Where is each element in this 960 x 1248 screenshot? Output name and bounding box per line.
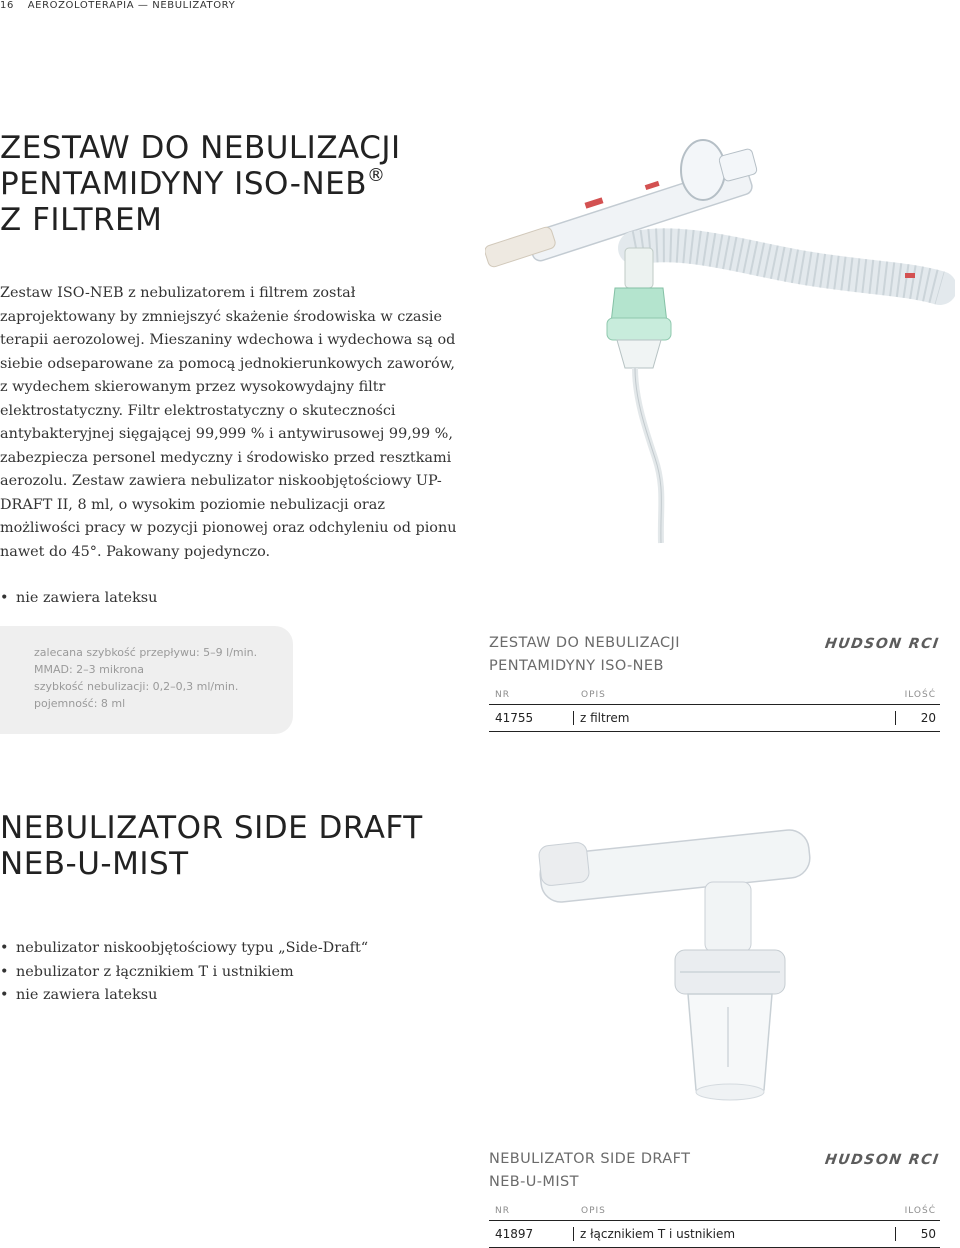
spec-flow: zalecana szybkość przepływu: 5–9 l/min. (34, 646, 258, 659)
product1-title-line1: ZESTAW DO NEBULIZACJI (0, 130, 401, 166)
spec-capacity: pojemność: 8 ml (34, 697, 126, 710)
hudson-rci-logo: HUDSON RCI (824, 1152, 942, 1168)
product1-table (489, 632, 940, 732)
bullet-item: • nie zawiera lateksu (0, 587, 157, 611)
product1-title-line2: PENTAMIDYNY ISO-NEB® (0, 165, 386, 202)
cell-nr: 41755 (495, 711, 574, 725)
col-opis: OPIS (581, 690, 606, 700)
bullet-item: • nebulizator z łącznikiem T i ustnikiem (0, 961, 368, 985)
col-ilosc: ILOŚĆ (904, 1206, 936, 1216)
bullet-item: • nebulizator niskoobjętościowy typu „Side-Draft“ (0, 937, 368, 961)
product1-title-line3: Z FILTREM (0, 202, 163, 238)
product2-table (489, 1148, 940, 1248)
page-header (0, 0, 235, 11)
product2-title-line1: NEBULIZATOR SIDE DRAFT (0, 810, 423, 846)
product1-description: Zestaw ISO-NEB z nebulizatorem i filtrem został zaprojektowany by zmniejszyć skażenie środowiska w czasie terapii aerozolowej. Mieszaniny wdechowa i wydechowa są od siebie odseparowane za pomocą jednokierunkowych zaworów, z wydechem skierowanym przez wysokowydajny filtr elektrostatyczny. Filtr elektrostatyczny o skuteczności antybakteryjnej sięgającej 99,999 % i antywirusowej 99,99 %, zabezpiecza personel medyczny i środowisko przed resztkami aerozolu. Zestaw zawiera nebulizator niskoobjętościowy UP-DRAFT II, 8 ml, o wysokim poziomie nebulizacji oraz możliwości pracy w pozycji pionowej oraz odchyleniu od pionu nawet do 45°. Pakowany pojedynczo. (0, 285, 457, 560)
product2-table-title: NEBULIZATOR SIDE DRAFT NEB-U-MIST (489, 1151, 691, 1190)
cell-ilosc: 20 (920, 711, 936, 725)
table-header (489, 686, 940, 705)
spec-mmad: MMAD: 2–3 mikrona (34, 663, 145, 676)
product2-image (530, 822, 840, 1122)
product1-image (485, 128, 955, 548)
product2-title-line2: NEB-U-MIST (0, 846, 189, 882)
table-row (489, 1221, 940, 1248)
product1-table-title: ZESTAW DO NEBULIZACJI PENTAMIDYNY ISO-NEB (489, 635, 680, 674)
col-opis: OPIS (581, 1206, 606, 1216)
table-header (489, 1202, 940, 1221)
col-nr: NR (495, 690, 510, 700)
product1-title (0, 130, 401, 238)
page-number: 16 (0, 0, 14, 11)
col-ilosc: ILOŚĆ (904, 690, 936, 700)
section-title: AEROZOLOTERAPIA — NEBULIZATORY (27, 0, 236, 11)
product2-bullets (0, 937, 368, 1008)
cell-nr: 41897 (495, 1227, 574, 1241)
cell-opis: z filtrem (574, 711, 896, 725)
hudson-rci-logo: HUDSON RCI (824, 636, 942, 652)
cell-ilosc: 50 (920, 1227, 936, 1241)
registered-mark: ® (367, 165, 386, 186)
cell-opis: z łącznikiem T i ustnikiem (574, 1227, 896, 1241)
product2-title (0, 810, 423, 882)
product1-bullets (0, 587, 157, 611)
table-row (489, 705, 940, 732)
spec-nebulization-rate: szybkość nebulizacji: 0,2–0,3 ml/min. (34, 680, 239, 693)
spec-box (0, 626, 293, 734)
bullet-item: • nie zawiera lateksu (0, 984, 368, 1008)
col-nr: NR (495, 1206, 510, 1216)
